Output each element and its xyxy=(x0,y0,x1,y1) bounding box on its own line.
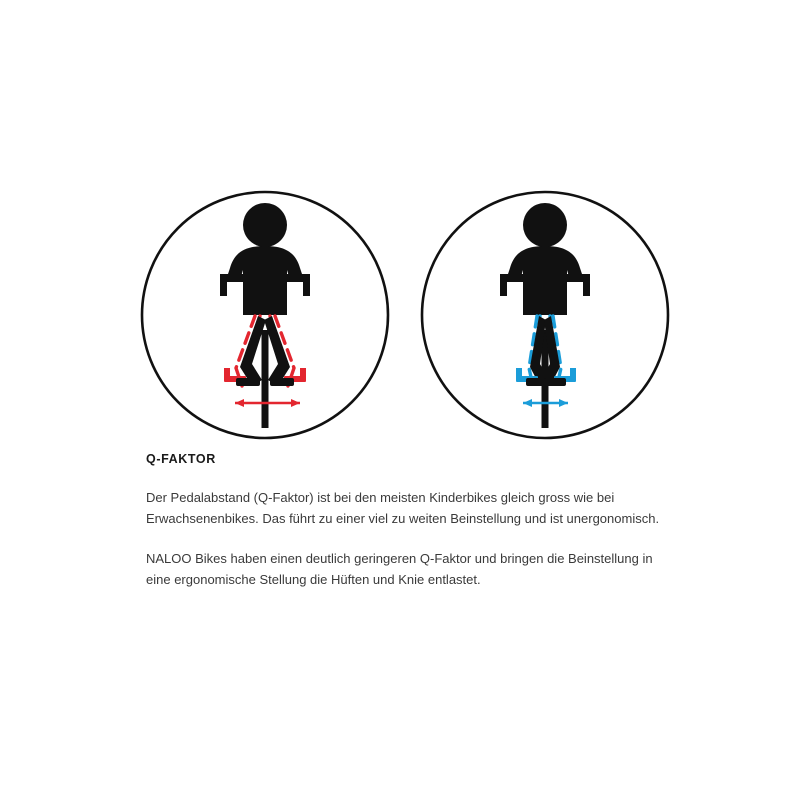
left-grip-right xyxy=(303,274,310,296)
left-seatpost xyxy=(262,330,269,428)
right-grip-right xyxy=(583,274,590,296)
left-head xyxy=(243,203,287,247)
left-grip-left xyxy=(220,274,227,296)
right-feet xyxy=(526,378,566,386)
paragraph-2: NALOO Bikes haben einen deutlich geringeren Q-Faktor und bringen die Beinstellung in eine ergonomische Stellung die Hüften und Knie entlastet. xyxy=(146,551,653,587)
q-factor-comparison-diagram xyxy=(140,190,670,440)
q-factor-text-block xyxy=(146,452,676,590)
wide-q-factor-rider xyxy=(142,192,388,438)
narrow-q-factor-rider xyxy=(422,192,668,438)
right-grip-left xyxy=(500,274,507,296)
right-head xyxy=(523,203,567,247)
page-title: Q-FAKTOR xyxy=(146,452,216,466)
paragraph-1: Der Pedalabstand (Q-Faktor) ist bei den meisten Kinderbikes gleich gross wie bei Erwachsenenbikes. Das führt zu einer viel zu weiten Beinstellung und ist unergonomisch. xyxy=(146,490,660,526)
diagram-svg xyxy=(140,190,670,440)
